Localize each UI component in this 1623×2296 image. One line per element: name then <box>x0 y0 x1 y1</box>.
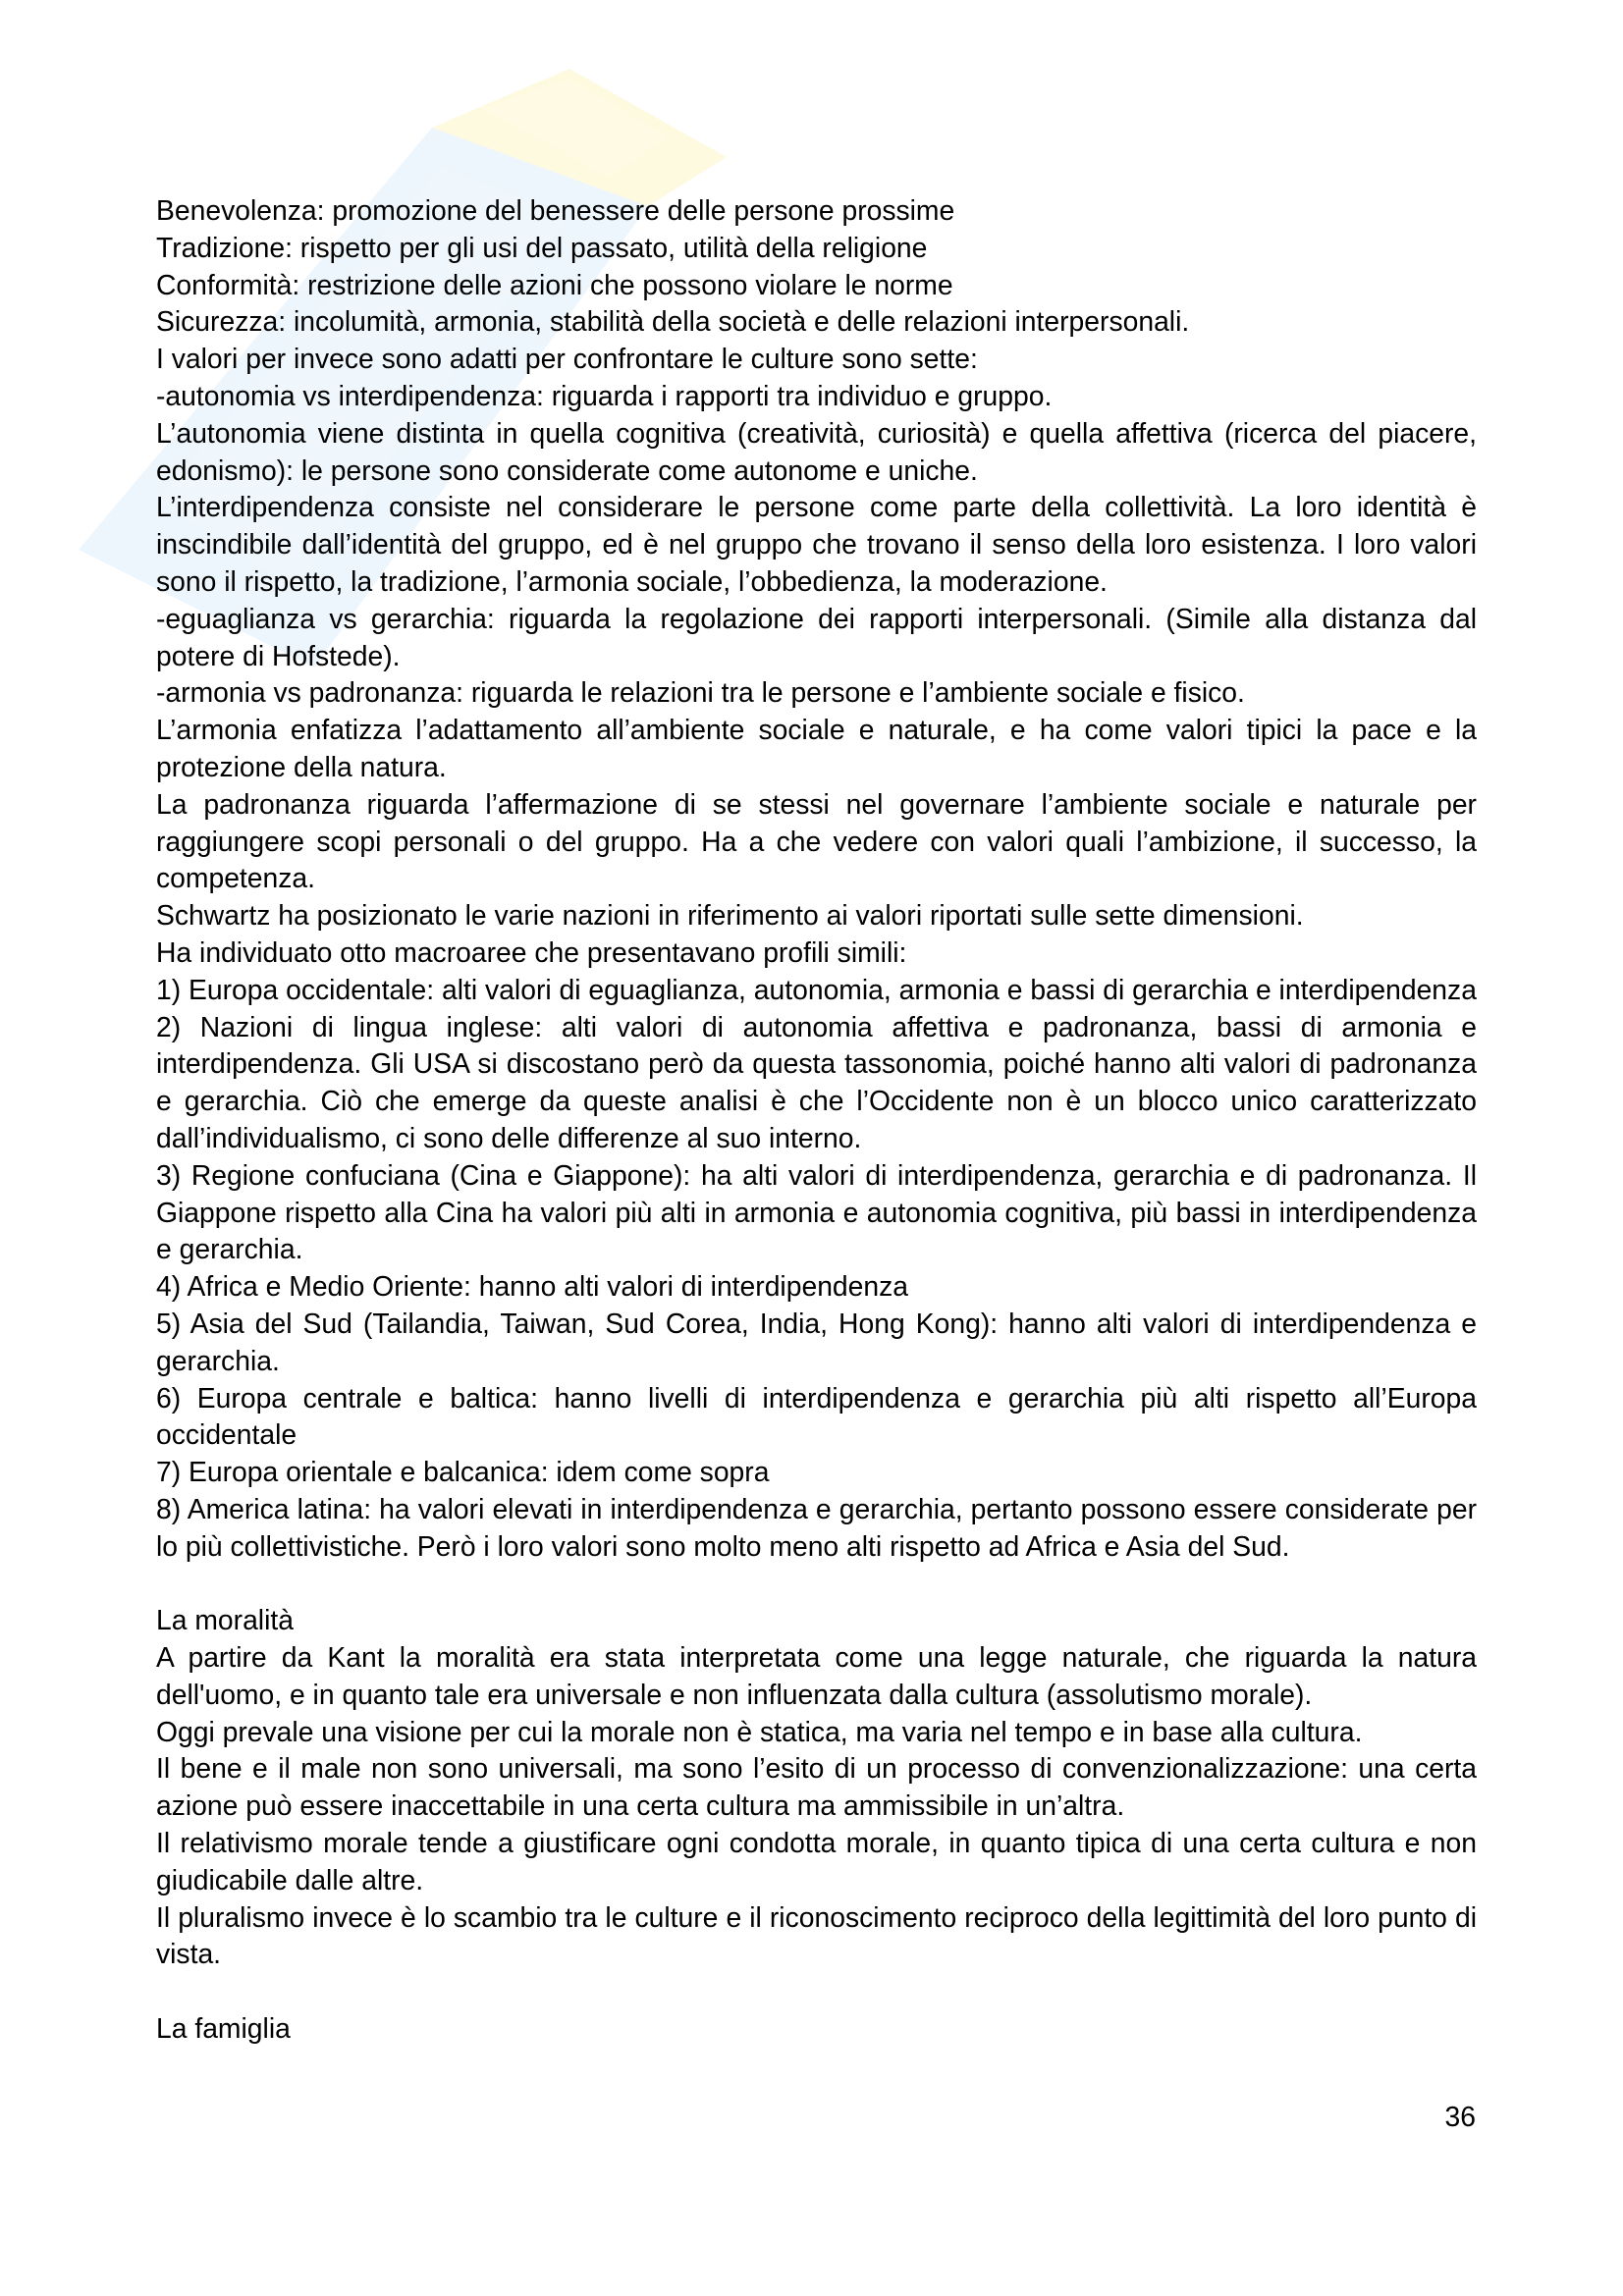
paragraph: L’armonia enfatizza l’adattamento all’ambiente sociale e naturale, e ha come valori tipici la pace e la protezione della natura. <box>156 714 1477 782</box>
paragraph: I valori per invece sono adatti per confrontare le culture sono sette: <box>156 343 978 375</box>
paragraph: Il relativismo morale tende a giustificare ogni condotta morale, in quanto tipica di una certa cultura e non giudicabile dalle altre. <box>156 1827 1477 1896</box>
paragraph: Ha individuato otto macroaree che presentavano profili simili: <box>156 935 907 968</box>
paragraph: L’autonomia viene distinta in quella cognitiva (creatività, curiosità) e quella affettiva (ricerca del piacere, edonismo): le persone sono considerate come autonome e uniche. <box>156 416 1477 486</box>
paragraph: L’interdipendenza consiste nel considerare le persone come parte della collettività. La loro identità è inscindibile dall’identità del gruppo, ed è nel gruppo che trovano il senso della loro esistenza. I loro valori sono il rispetto, la tradizione, l’armonia sociale, l’obbedienza, la moderazione. <box>156 491 1477 597</box>
paragraph: -armonia vs padronanza: riguarda le relazioni tra le persone e l’ambiente sociale e fisico. <box>156 676 1245 709</box>
paragraph: -eguaglianza vs gerarchia: riguarda la regolazione dei rapporti interpersonali. (Simile alla distanza dal potere di Hofstede). <box>156 602 1477 671</box>
paragraph: Oggi prevale una visione per cui la morale non è statica, ma varia nel tempo e in base alla cultura. <box>156 1715 1363 1747</box>
paragraph: 8) America latina: ha valori elevati in interdipendenza e gerarchia, pertanto possono essere considerate per lo più collettivistiche. Però i loro valori sono molto meno alti rispetto ad Africa e Asia del Sud. <box>156 1492 1477 1562</box>
paragraph: Conformità: restrizione delle azioni che possono violare le norme <box>156 268 953 300</box>
blank-line <box>156 1973 1477 2010</box>
paragraph: Schwartz ha posizionato le varie nazioni in riferimento ai valori riportati sulle sette dimensioni. <box>156 899 1304 932</box>
paragraph: 3) Regione confuciana (Cina e Giappone): ha alti valori di interdipendenza, gerarchia e di padronanza. Il Giappone rispetto alla Cina ha valori più alti in armonia e autonomia cognitiva, più bassi in interdipendenza e gerarchia. <box>156 1158 1477 1265</box>
paragraph: Benevolenza: promozione del benessere delle persone prossime <box>156 194 955 226</box>
paragraph: Il bene e il male non sono universali, ma sono l’esito di un processo di convenzionalizzazione: una certa azione può essere inaccettabile in una certa cultura ma ammissibile in un’altra. <box>156 1752 1477 1822</box>
paragraph: Sicurezza: incolumità, armonia, stabilità della società e delle relazioni interpersonali. <box>156 305 1190 338</box>
paragraph: Il pluralismo invece è lo scambio tra le culture e il riconoscimento reciproco della legittimità del loro punto di vista. <box>156 1900 1477 1970</box>
paragraph: 4) Africa e Medio Oriente: hanno alti valori di interdipendenza <box>156 1270 909 1303</box>
paragraph: 1) Europa occidentale: alti valori di eguaglianza, autonomia, armonia e bassi di gerarchia e interdipendenza <box>156 973 1477 1005</box>
section-heading: La moralità <box>156 1604 294 1636</box>
paragraph: 6) Europa centrale e baltica: hanno livelli di interdipendenza e gerarchia più alti rispetto all’Europa occidentale <box>156 1381 1477 1451</box>
document-body <box>156 192 1477 2048</box>
section-heading: La famiglia <box>156 2012 291 2045</box>
paragraph: A partire da Kant la moralità era stata interpretata come una legge naturale, che riguarda la natura dell'uomo, e in quanto tale era universale e non influenzata dalla cultura (assolutismo morale). <box>156 1641 1477 1710</box>
paragraph: La padronanza riguarda l’affermazione di se stessi nel governare l’ambiente sociale e naturale per raggiungere scopi personali o del gruppo. Ha a che vedere con valori quali l’ambizione, il successo, la competenza. <box>156 787 1477 894</box>
paragraph: 5) Asia del Sud (Tailandia, Taiwan, Sud Corea, India, Hong Kong): hanno alti valori di interdipendenza e gerarchia. <box>156 1307 1477 1376</box>
paragraph: 7) Europa orientale e balcanica: idem come sopra <box>156 1456 770 1488</box>
paragraph: 2) Nazioni di lingua inglese: alti valori di autonomia affettiva e padronanza, bassi di armonia e interdipendenza. Gli USA si discostano però da questa tassonomia, poiché hanno alti valori di padronanza e gerarchia. Ciò che emerge da queste analisi è che l’Occidente non è un blocco unico caratterizzato dall’individualismo, ci sono delle differenze al suo interno. <box>156 1010 1477 1153</box>
page-number: 36 <box>1444 2101 1476 2132</box>
paragraph: -autonomia vs interdipendenza: riguarda i rapporti tra individuo e gruppo. <box>156 379 1053 411</box>
paragraph: Tradizione: rispetto per gli usi del passato, utilità della religione <box>156 231 928 263</box>
blank-line <box>156 1565 1477 1602</box>
